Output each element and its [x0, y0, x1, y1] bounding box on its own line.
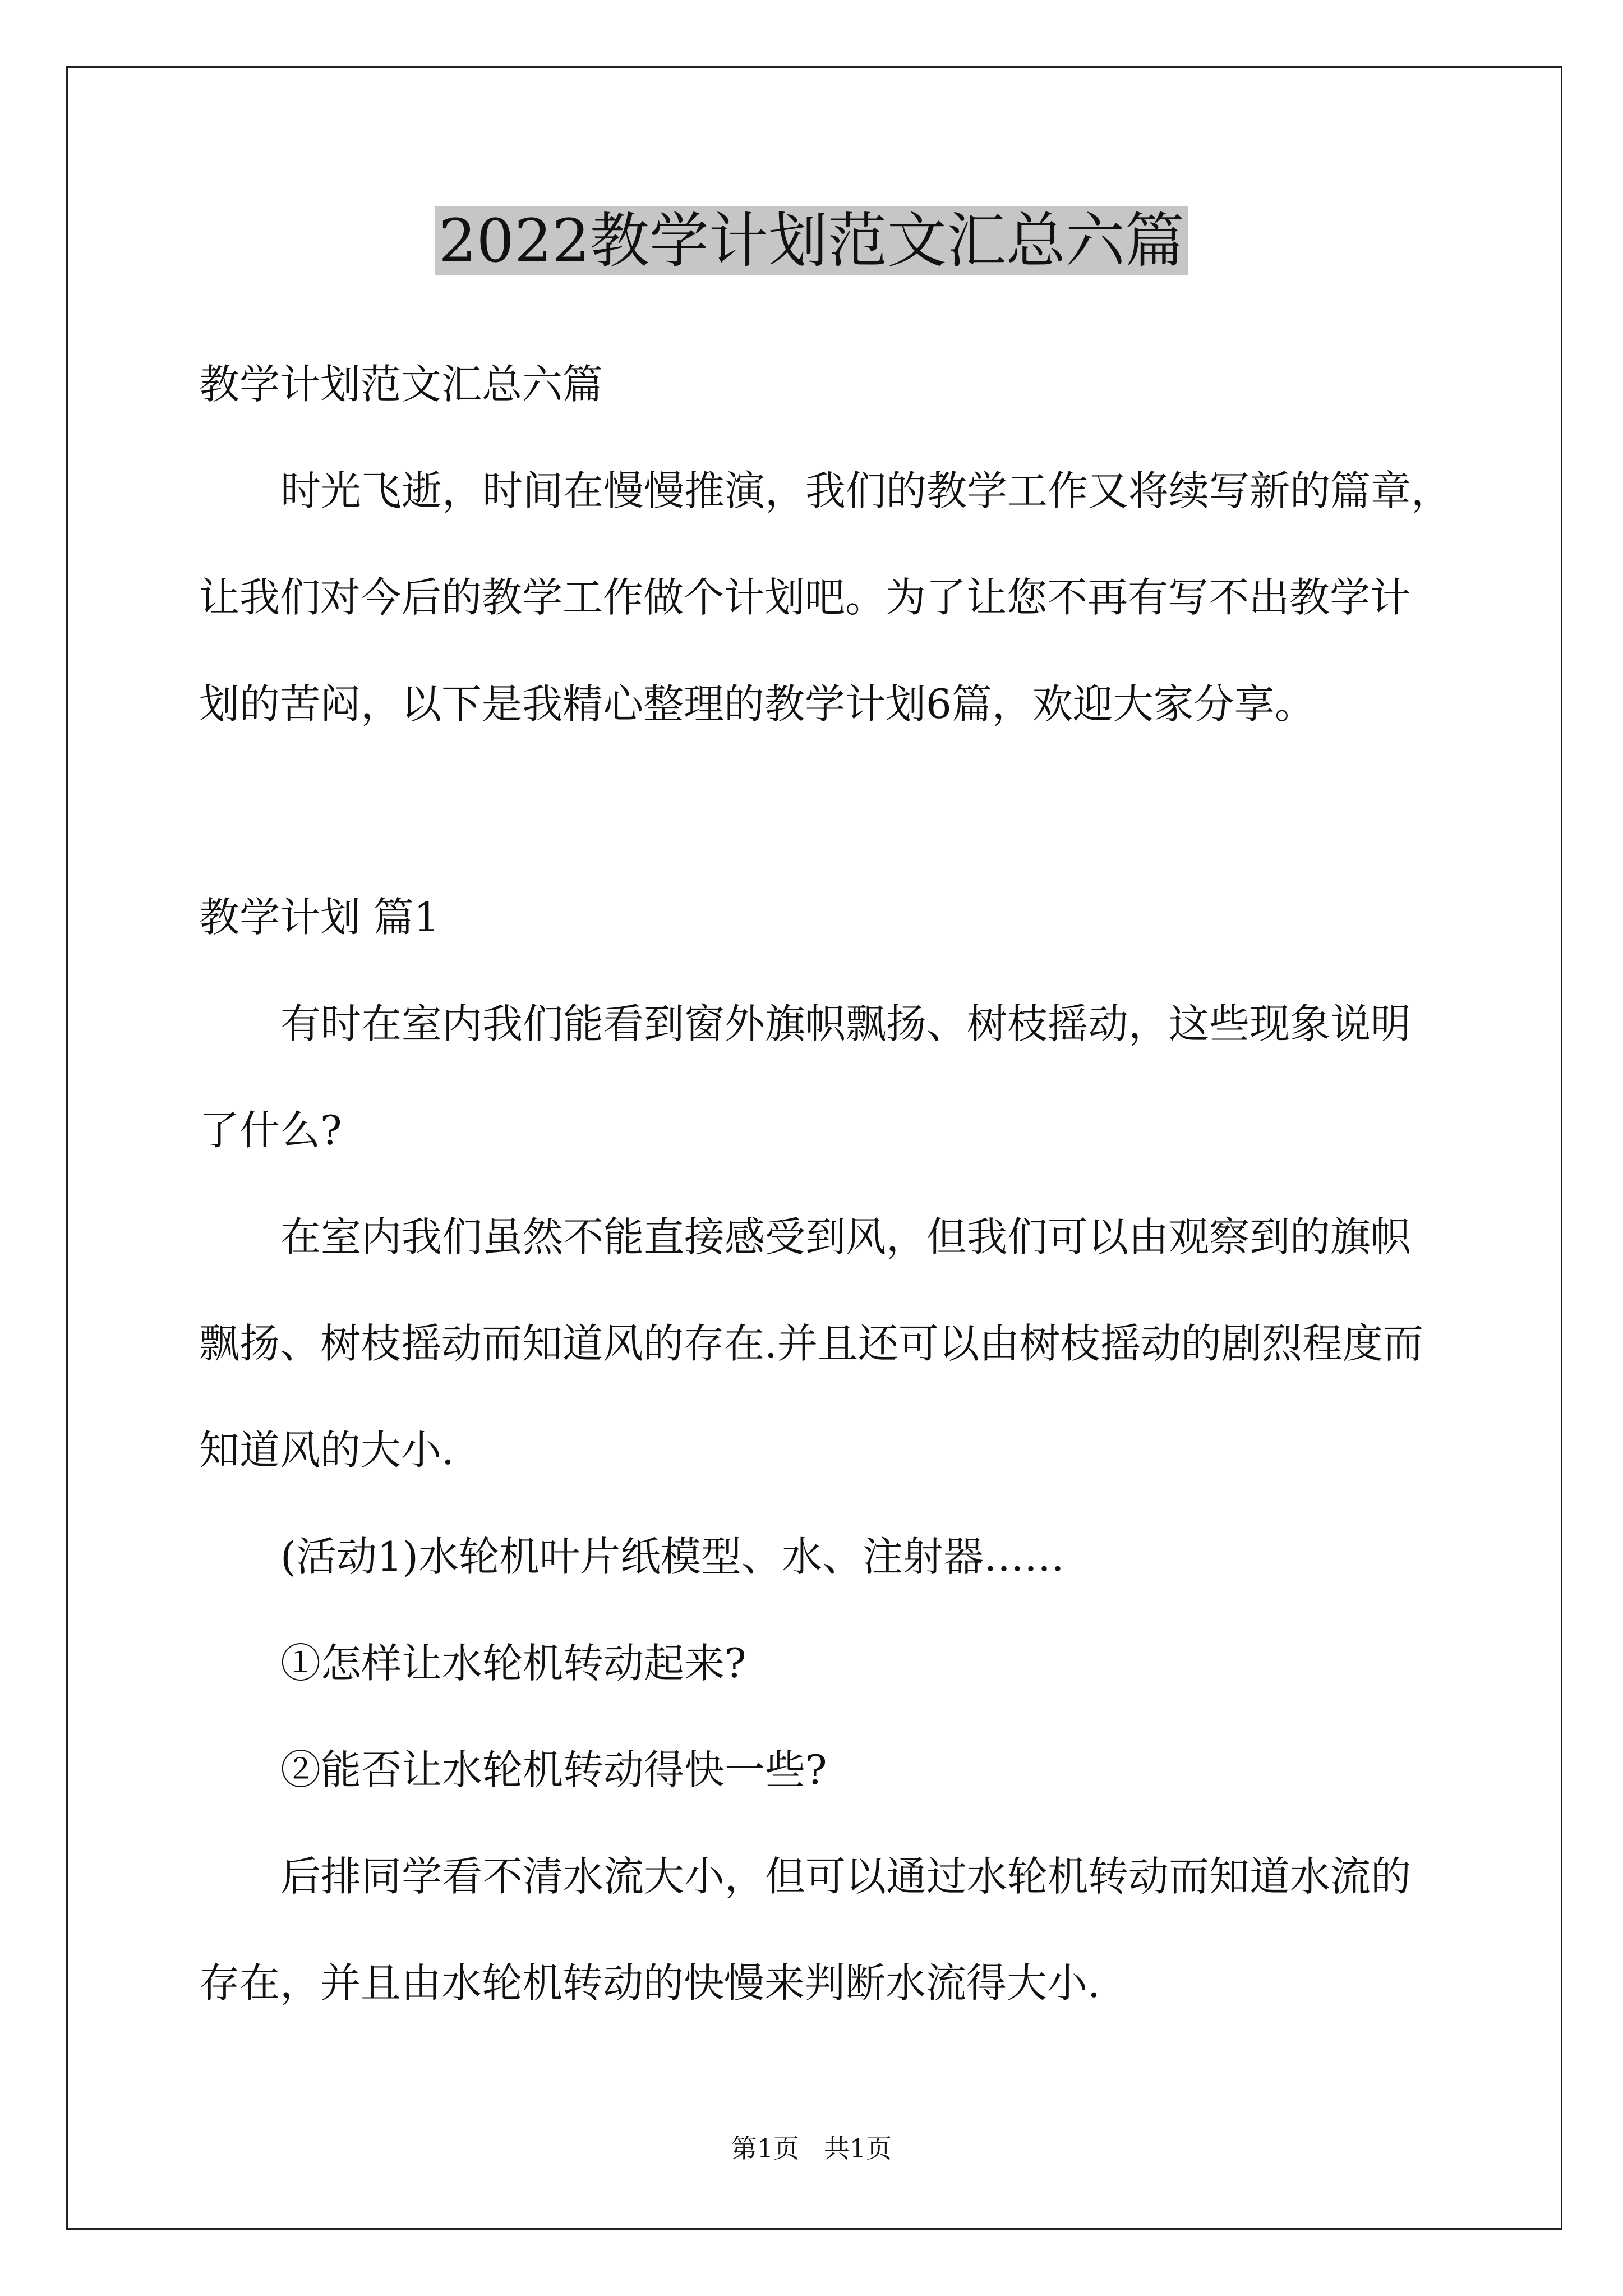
intro-paragraph-line: 划的苦闷，以下是我精心整理的教学计划6篇，欢迎大家分享。 [199, 680, 1315, 728]
paragraph-line: 飘扬、树枝摇动而知道风的存在.并且还可以由树枝摇动的剧烈程度而 [199, 1320, 1423, 1367]
paragraph-line: 后排同学看不清水流大小，但可以通过水轮机转动而知道水流的 [280, 1853, 1412, 1900]
intro-paragraph-line: 让我们对今后的教学工作做个计划吧。为了让您不再有写不出教学计 [199, 574, 1411, 621]
page-number-footer: 第1页 共1页 [731, 2133, 892, 2164]
paragraph-line: 了什么? [199, 1107, 342, 1154]
question-line: ②能否让水轮机转动得快一些? [280, 1746, 827, 1793]
activity-line: (活动1)水轮机叶片纸模型、水、注射器…… [280, 1533, 1064, 1580]
paragraph-line: 在室内我们虽然不能直接感受到风，但我们可以由观察到的旗帜 [280, 1213, 1412, 1260]
document-title [0, 202, 1623, 280]
paragraph-line: 知道风的大小. [199, 1427, 454, 1474]
section-heading: 教学计划 篇1 [199, 894, 440, 941]
intro-paragraph-line: 时光飞逝，时间在慢慢推演，我们的教学工作又将续写新的篇章， [280, 467, 1452, 514]
question-line: ①怎样让水轮机转动起来? [280, 1640, 746, 1687]
document-title-text: 2022教学计划范文汇总六篇 [435, 206, 1188, 275]
paragraph-line: 存在，并且由水轮机转动的快慢来判断水流得大小. [199, 1959, 1100, 2007]
paragraph-line: 有时在室内我们能看到窗外旗帜飘扬、树枝摇动，这些现象说明 [280, 1000, 1412, 1047]
subtitle-line: 教学计划范文汇总六篇 [199, 361, 603, 408]
